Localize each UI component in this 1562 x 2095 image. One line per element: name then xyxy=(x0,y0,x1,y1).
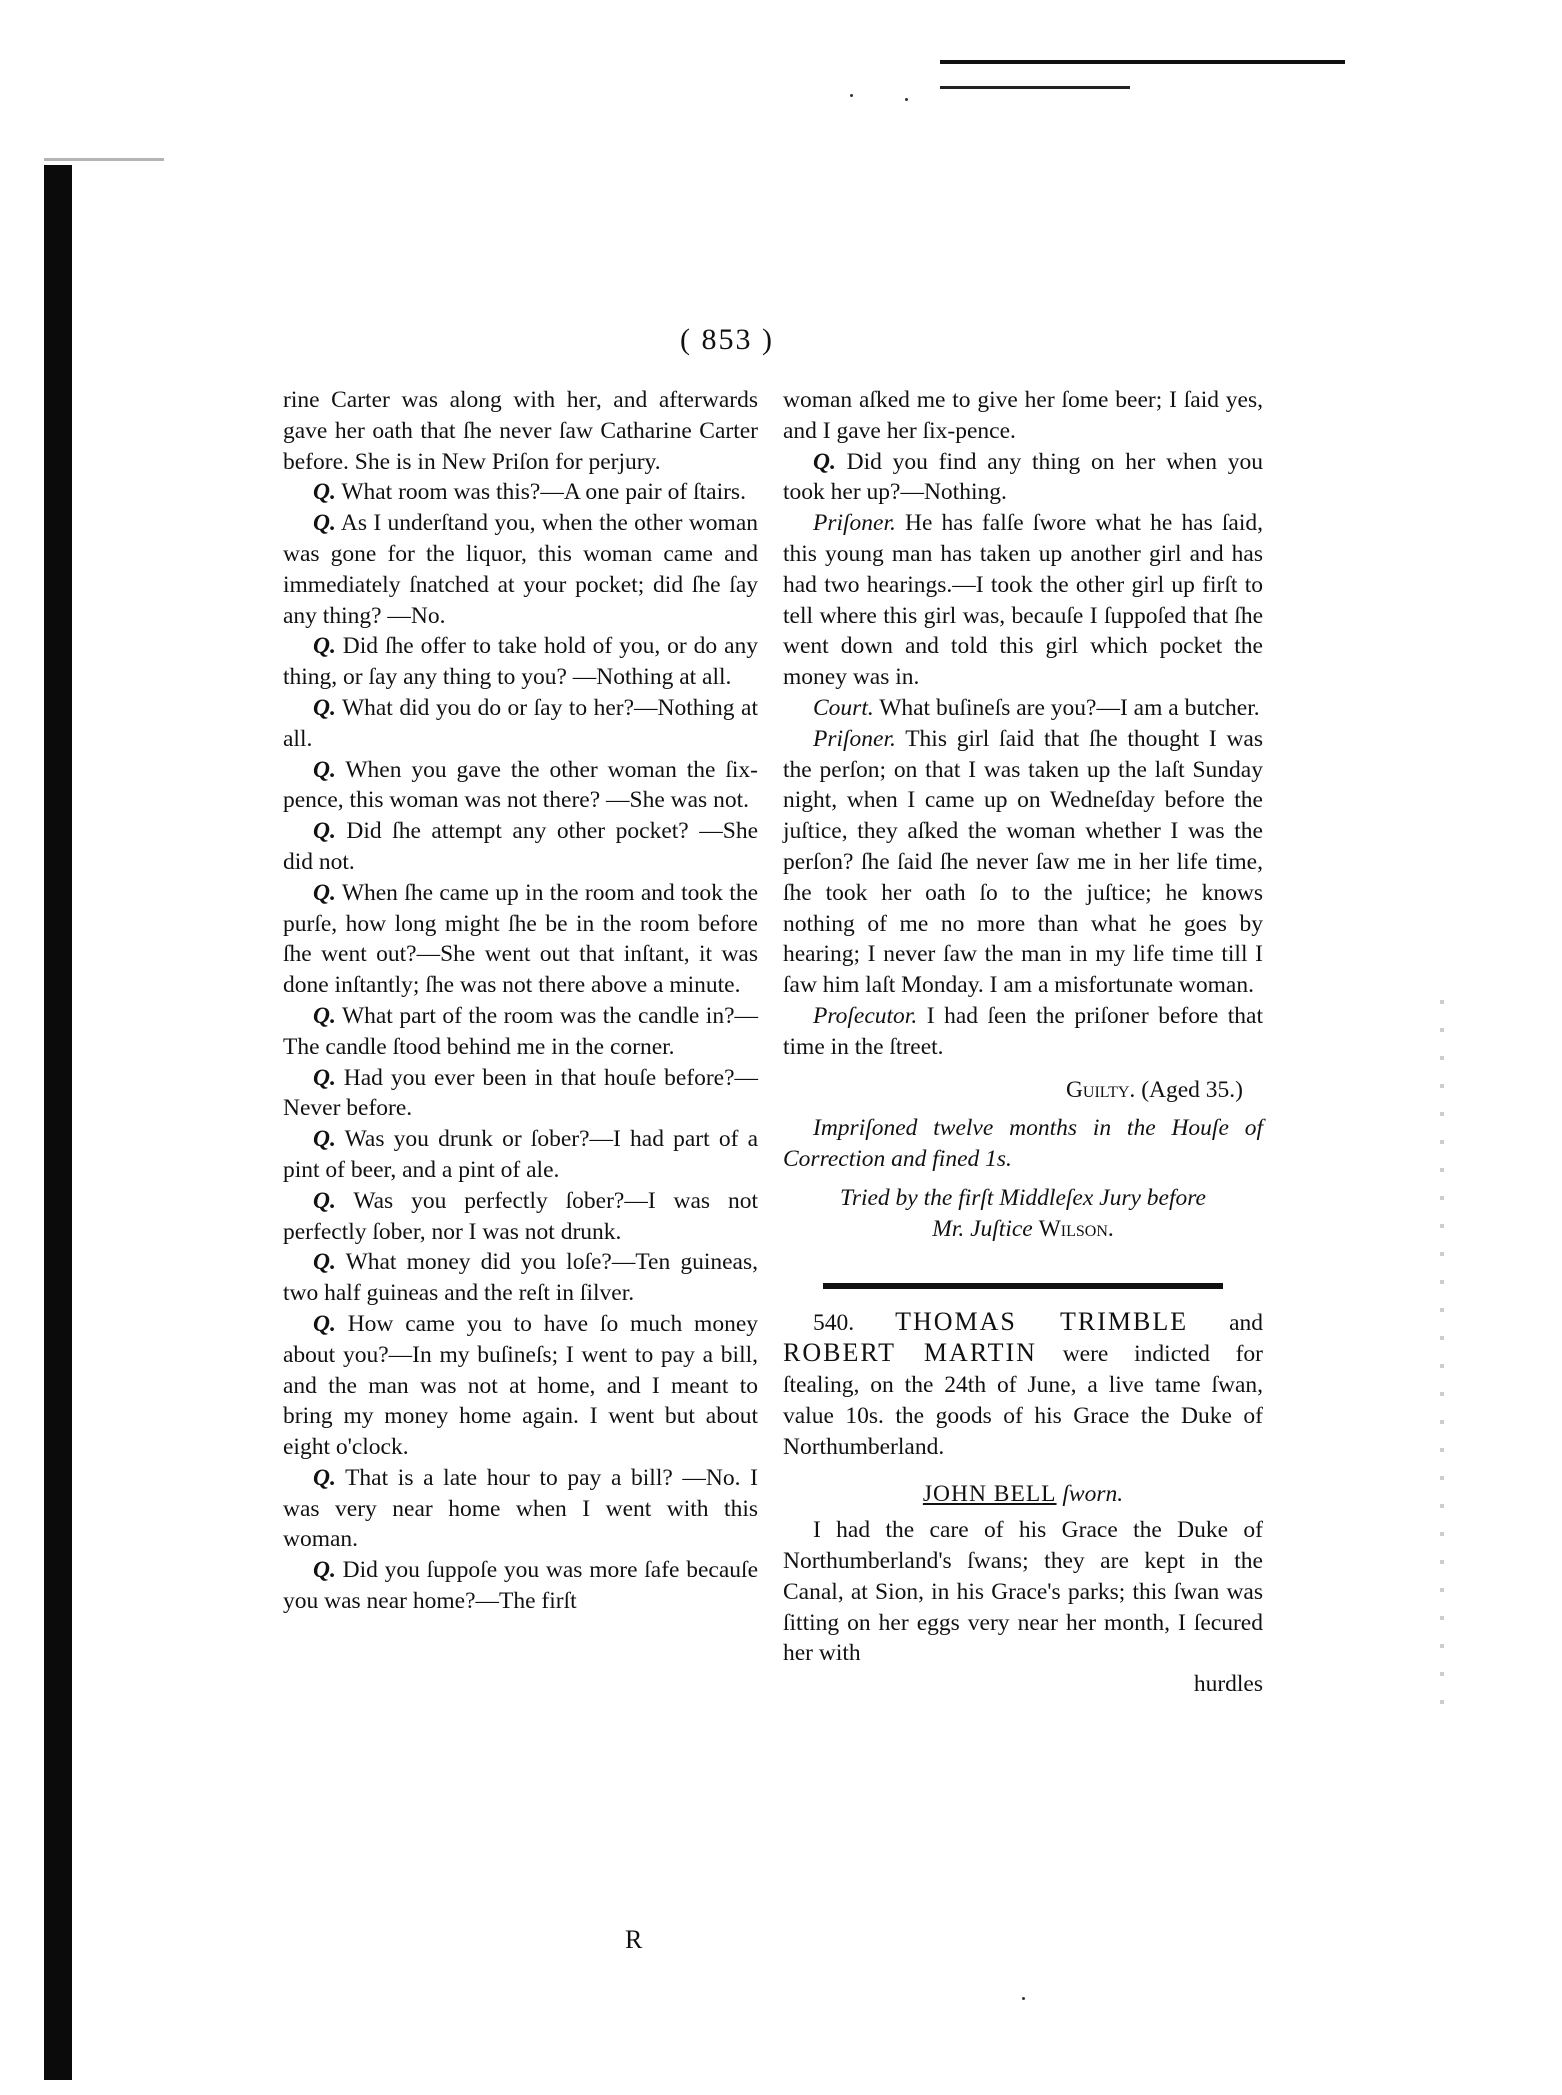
question-paragraph xyxy=(283,816,758,878)
question-marker: Q. xyxy=(813,448,836,475)
statement-text: I had ſeen the priſoner before that time in the ſtreet. xyxy=(783,1002,1264,1060)
judge-name: Wilson. xyxy=(1038,1215,1114,1242)
scan-shadow-top xyxy=(44,158,164,161)
question-text: What did you do or ſay to her?—Nothing at all. xyxy=(283,694,758,752)
speaker-label: Priſoner. xyxy=(813,725,896,752)
defendant-name: ROBERT MARTIN xyxy=(783,1338,1037,1368)
indictment-text: were indicted for ſtealing, on the 24th of June, a live tame ſwan, value 10s. the goods of his Grace the Duke of Northumberland. xyxy=(783,1341,1263,1460)
question-text: When ſhe came up in the room and took the purſe, how long might ſhe be in the room before ſhe went out?—She went out that inſtant, it was done inſtantly; ſhe was not there above a minute. xyxy=(283,879,759,999)
question-text: What part of the room was the candle in?—The candle ſtood behind me in the corner. xyxy=(283,1002,758,1060)
question-text: Was you perfectly ſober?—I was not perfectly ſober, nor I was not drunk. xyxy=(283,1187,758,1245)
verdict xyxy=(783,1075,1263,1106)
witness-testimony: I had the care of his Grace the Duke of Northumberland's ſwans; they are kept in the Canal, at Sion, in his Grace's parks; this ſwan was ſitting on her eggs very near her month, I ſecured her with xyxy=(783,1517,1263,1667)
question-text: Did you find any thing on her when you took her up?—Nothing. xyxy=(783,448,1263,506)
question-marker: Q. xyxy=(313,1126,336,1153)
sentence: Impriſoned twelve months in the Houſe of Correction and fined 1s. xyxy=(783,1115,1263,1173)
continued-paragraph: rine Carter was along with her, and afterwards gave her oath that ſhe never ſaw Catharine Carter before. She is in New Priſon for perjury. xyxy=(283,387,758,475)
question-text: What money did you loſe?—Ten guineas, two half guineas and the reſt in ſilver. xyxy=(283,1249,759,1307)
verdict-age: (Aged 35.) xyxy=(1141,1076,1243,1103)
judge-line xyxy=(783,1214,1263,1245)
question-marker: Q. xyxy=(313,479,336,506)
book-spine-shadow xyxy=(44,165,72,2080)
case-number: 540. xyxy=(813,1309,855,1336)
question-marker: Q. xyxy=(313,633,336,660)
scan-artifact-rule-short xyxy=(940,86,1130,89)
scan-speck xyxy=(1022,1997,1025,2000)
scan-speck xyxy=(905,98,908,101)
question-text: Did you ſuppoſe you was more ſafe becauſe you was near home?—The firſt xyxy=(283,1557,758,1615)
conjunction: and xyxy=(1229,1309,1264,1336)
question-marker: Q. xyxy=(313,818,336,845)
question-marker: Q. xyxy=(313,1064,336,1091)
question-text: That is a late hour to pay a bill? —No. I was very near home when I went with this woman. xyxy=(283,1464,758,1553)
continued-answer: woman aſked me to give her ſome beer; I ſaid yes, and I gave her ſix-pence. xyxy=(783,387,1263,444)
judge-title: Mr. Juſtice xyxy=(932,1215,1033,1242)
question-text: Had you ever been in that houſe before?—Never before. xyxy=(283,1064,759,1122)
question-text: When you gave the other woman the ſix-pence, this woman was not there? —She was not. xyxy=(283,756,758,814)
question-text: Was you drunk or ſober?—I had part of a pint of beer, and a pint of ale. xyxy=(283,1126,758,1183)
court-question xyxy=(783,693,1263,724)
statement-text: He has falſe ſwore what he has ſaid, this young man has taken up another girl and has had two hearings.—I took the other girl up firſt to tell where this girl was, becauſe I ſuppoſed that ſhe went down and told this girl which pocket the money was in. xyxy=(783,510,1264,691)
verdict-label: Guilty. xyxy=(1065,1076,1136,1103)
jury-line: Tried by the firſt Middleſex Jury before xyxy=(840,1184,1206,1211)
question-marker: Q. xyxy=(313,1310,336,1337)
question-paragraph xyxy=(283,1124,758,1186)
speaker-label: Court. xyxy=(813,694,874,721)
prisoner-statement xyxy=(783,508,1263,693)
question-paragraph xyxy=(283,1309,758,1463)
prosecutor-statement xyxy=(783,1001,1263,1063)
question-text: What room was this?—A one pair of ſtairs. xyxy=(341,479,746,506)
question-paragraph xyxy=(283,1001,758,1063)
right-column xyxy=(783,385,1263,1700)
question-marker: Q. xyxy=(313,1249,336,1276)
question-text: How came you to have ſo much money about you?—In my buſineſs; I went to pay a bill, and the man was not at home, and I meant to bring my money home again. I went but about eight o'clock. xyxy=(283,1310,759,1461)
question-marker: Q. xyxy=(313,1187,336,1214)
scan-edge-marks xyxy=(1440,1000,1444,1720)
question-paragraph xyxy=(283,1247,758,1309)
question-paragraph xyxy=(283,508,758,631)
signature-mark: R xyxy=(625,1925,643,1954)
speaker-label: Proſecutor. xyxy=(813,1002,918,1029)
question-marker: Q. xyxy=(313,1557,336,1584)
question-text: As I underſtand you, when the other woman was gone for the liquor, this woman came and immediately ſnatched at your pocket; did ſhe ſay any thing? —No. xyxy=(283,510,758,629)
question-text: Did ſhe offer to take hold of you, or do any thing, or ſay any thing to you? —Nothing at all. xyxy=(283,633,758,691)
speaker-label: Priſoner. xyxy=(813,510,896,537)
question-paragraph xyxy=(783,447,1263,509)
question-paragraph xyxy=(283,878,758,1001)
scan-artifact-rule xyxy=(940,60,1345,64)
sworn-label: ſworn. xyxy=(1062,1480,1124,1507)
section-divider xyxy=(823,1283,1223,1289)
question-paragraph xyxy=(283,693,758,755)
question-text: Did ſhe attempt any other pocket? —She did not. xyxy=(283,818,758,875)
scan-speck xyxy=(850,94,853,97)
question-marker: Q. xyxy=(313,1464,336,1491)
question-marker: Q. xyxy=(313,756,336,783)
question-paragraph xyxy=(283,755,758,817)
question-marker: Q. xyxy=(313,1002,336,1029)
statement-text: This girl ſaid that ſhe thought I was the perſon; on that I was taken up the laſt Sunday night, when I came up on Wedneſday before the juſtice, they aſked the woman whether I was the perſon? ſhe ſaid ſhe never ſaw me in her life time, ſhe took her oath ſo to the juſtice; he knows nothing of me no more than what he goes by hearing; I never ſaw the man in my life time till I ſaw him laſt Monday. I am a misfortunate woman. xyxy=(783,725,1264,999)
question-paragraph xyxy=(283,1186,758,1248)
question-marker: Q. xyxy=(313,510,336,537)
witness-name: JOHN BELL xyxy=(922,1480,1057,1507)
statement-text: What buſineſs are you?—I am a butcher. xyxy=(879,694,1260,721)
question-paragraph xyxy=(283,1555,758,1617)
witness-heading xyxy=(783,1479,1263,1510)
question-paragraph xyxy=(283,477,758,508)
case-heading xyxy=(783,1307,1263,1463)
question-marker: Q. xyxy=(313,694,336,721)
question-paragraph xyxy=(283,1063,758,1125)
catchword: hurdles xyxy=(1193,1671,1263,1698)
question-marker: Q. xyxy=(313,879,336,906)
left-column xyxy=(283,385,758,1617)
question-paragraph xyxy=(283,631,758,693)
prisoner-statement xyxy=(783,724,1263,1001)
question-paragraph xyxy=(283,1463,758,1555)
page-number: ( 853 ) xyxy=(680,323,774,356)
defendant-name: THOMAS TRIMBLE xyxy=(895,1306,1189,1336)
